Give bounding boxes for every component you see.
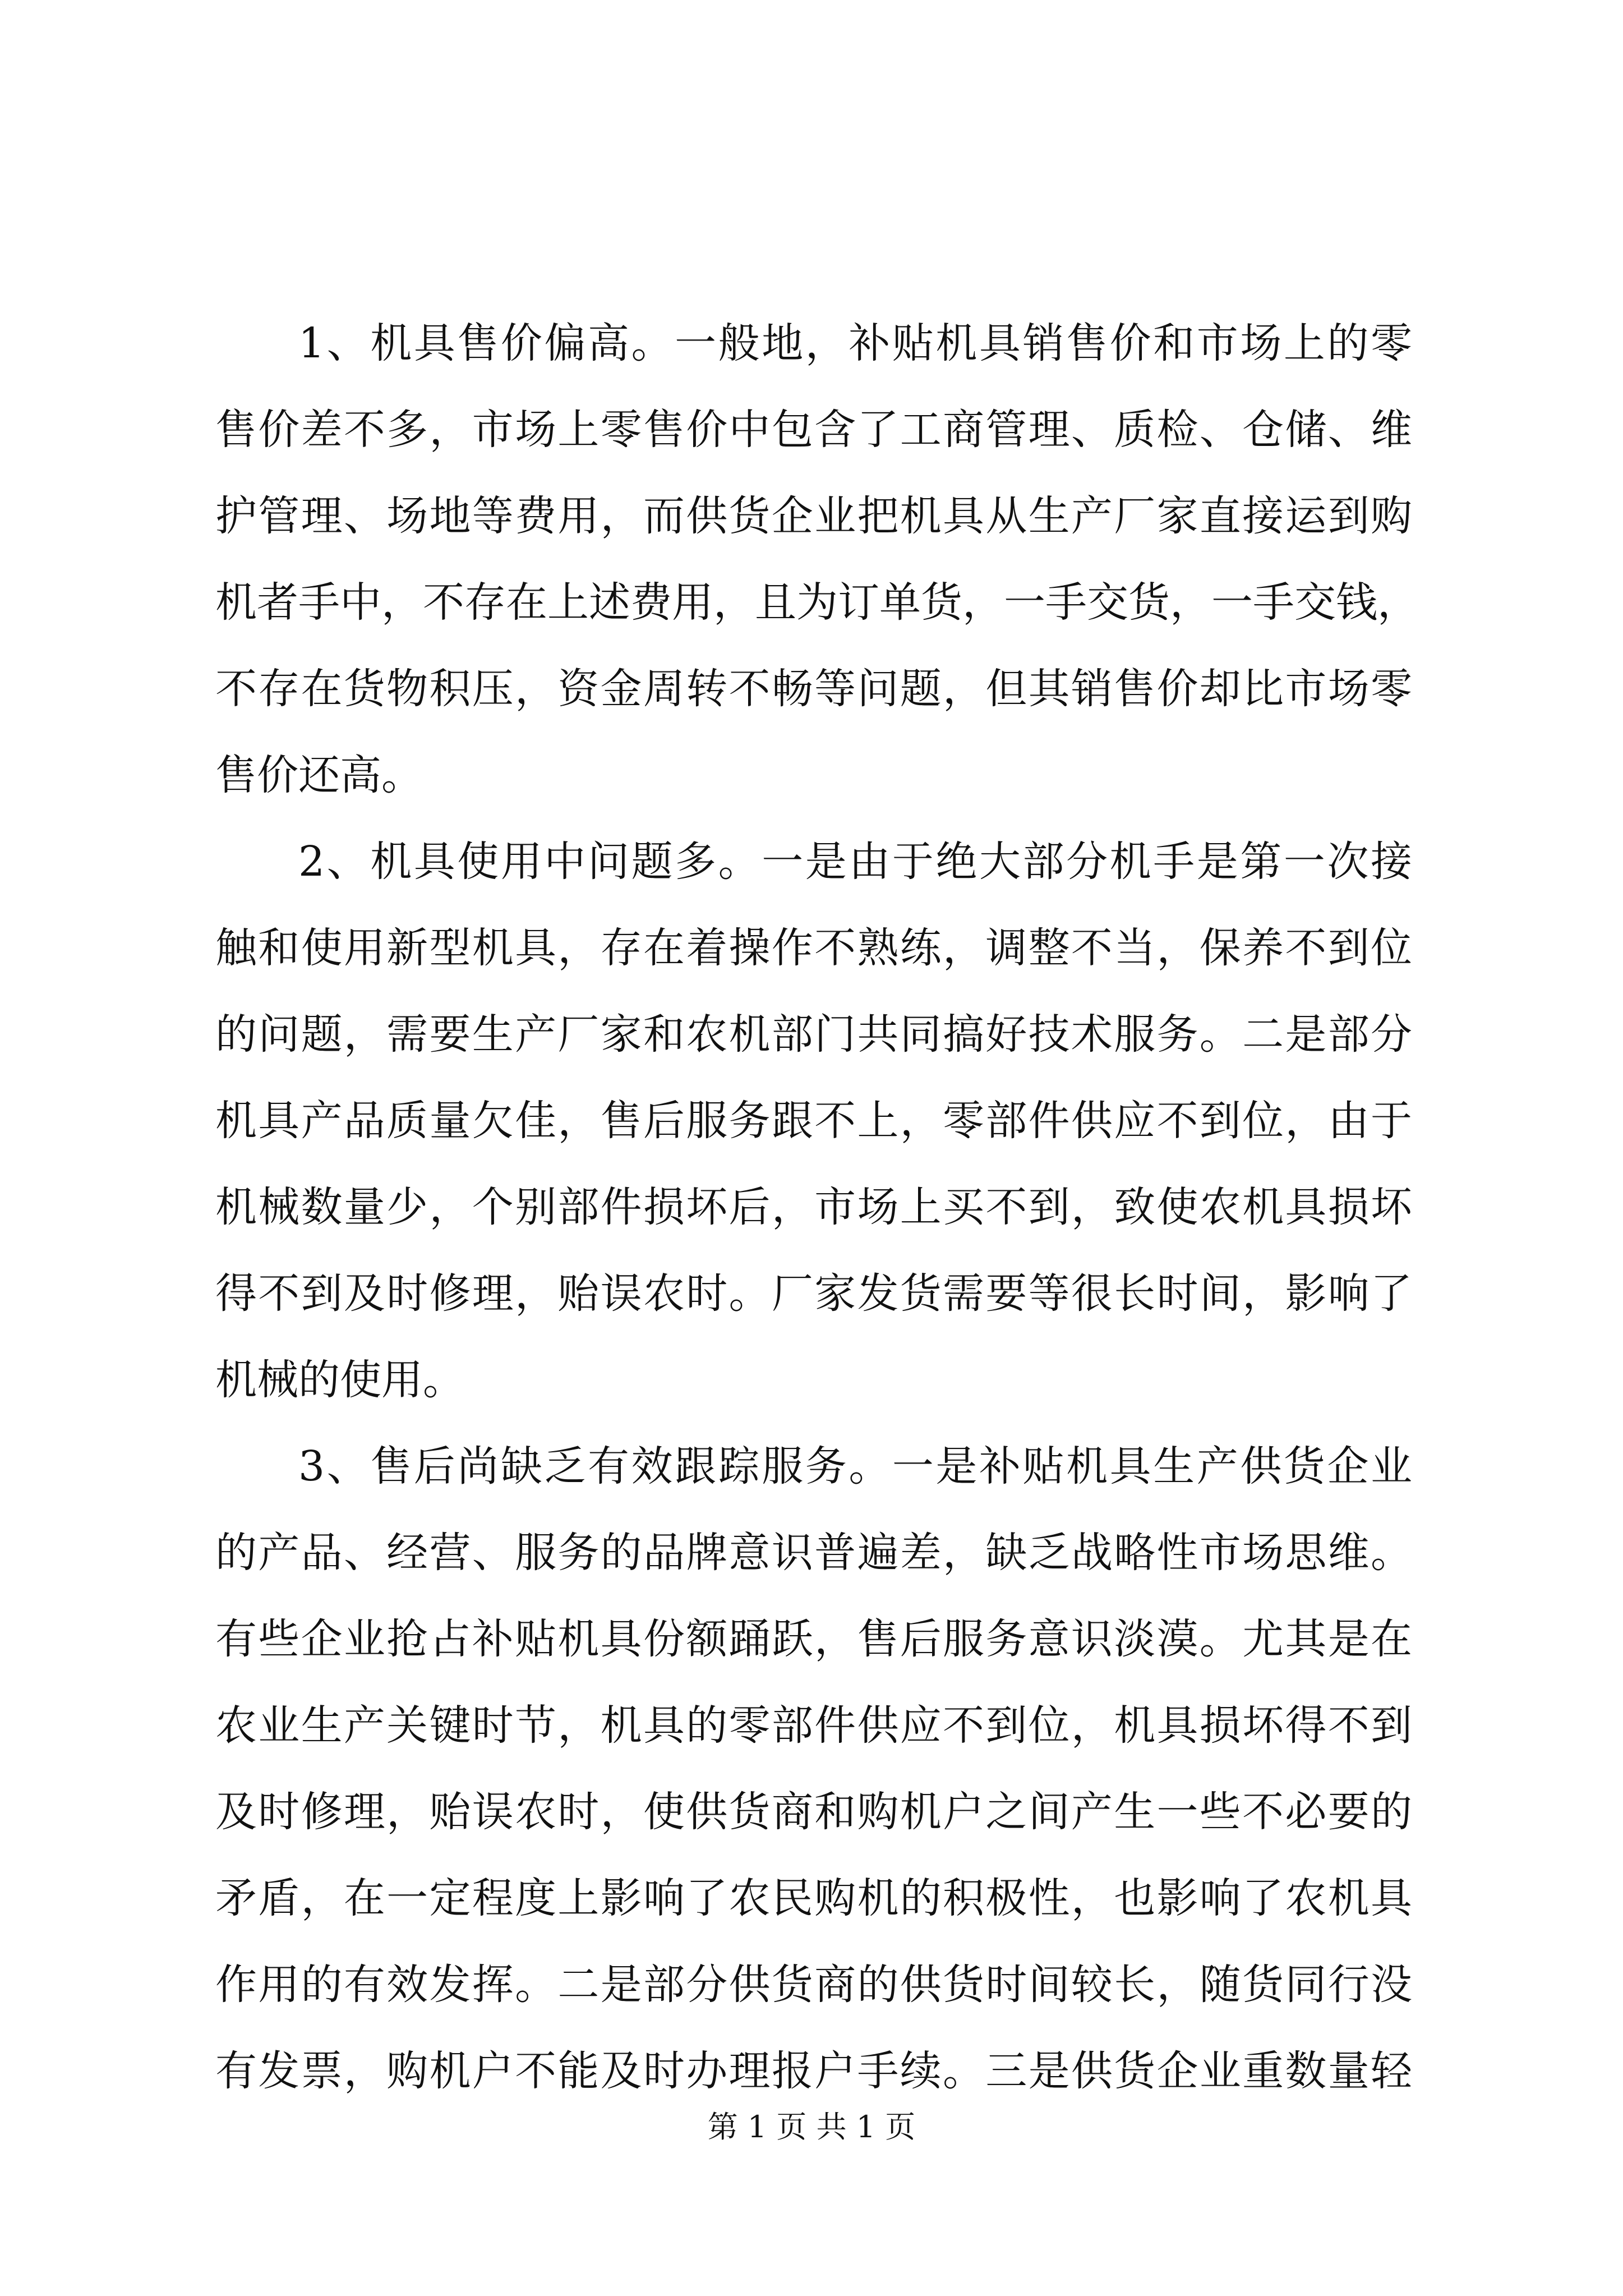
- paragraph-3-line-6: 矛盾，在一定程度上影响了农民购机的积极性，也影响了农机具: [215, 1874, 1412, 1922]
- paragraph-3-line-7: 作用的有效发挥。二是部分供货商的供货时间较长，随货同行没: [215, 1961, 1412, 2009]
- paragraph-3-line-1: 3、售后尚缺乏有效跟踪服务。一是补贴机具生产供货企业: [298, 1442, 1412, 1490]
- paragraph-2-line-7: 机械的使用。: [215, 1356, 464, 1404]
- paragraph-3-line-2: 的产品、经营、服务的品牌意识普遍差，缺乏战略性市场思维。: [215, 1529, 1412, 1577]
- paragraph-3-line-3: 有些企业抢占补贴机具份额踊跃，售后服务意识淡漠。尤其是在: [215, 1615, 1412, 1663]
- paragraph-2-line-1: 2、机具使用中问题多。一是由于绝大部分机手是第一次接: [298, 838, 1412, 886]
- paragraph-3-line-4: 农业生产关键时节，机具的零部件供应不到位，机具损坏得不到: [215, 1701, 1412, 1750]
- paragraph-1-line-3: 护管理、场地等费用，而供货企业把机具从生产厂家直接运到购: [215, 492, 1412, 540]
- body-text: [215, 300, 1419, 2114]
- paragraph-3-line-8: 有发票，购机户不能及时办理报户手续。三是供货企业重数量轻: [215, 2047, 1412, 2095]
- paragraph-1-line-6: 售价还高。: [215, 751, 423, 799]
- page-footer: [0, 2105, 1623, 2150]
- paragraph-2-line-6: 得不到及时修理，贻误农时。厂家发货需要等很长时间，影响了: [215, 1269, 1412, 1318]
- page-number-label: 第 1 页 共 1 页: [707, 2109, 916, 2145]
- paragraph-1-line-4: 机者手中，不存在上述费用，且为订单货，一手交货，一手交钱，: [215, 578, 1419, 627]
- paragraph-2-line-4: 机具产品质量欠佳，售后服务跟不上，零部件供应不到位，由于: [215, 1097, 1412, 1145]
- paragraph-1-line-2: 售价差不多，市场上零售价中包含了工商管理、质检、仓储、维: [215, 406, 1412, 454]
- paragraph-2-line-3: 的问题，需要生产厂家和农机部门共同搞好技术服务。二是部分: [215, 1010, 1412, 1059]
- paragraph-1-line-5: 不存在货物积压，资金周转不畅等问题，但其销售价却比市场零: [215, 665, 1412, 713]
- paragraph-2-line-2: 触和使用新型机具，存在着操作不熟练，调整不当，保养不到位: [215, 924, 1412, 972]
- paragraph-3-line-5: 及时修理，贻误农时，使供货商和购机户之间产生一些不必要的: [215, 1788, 1412, 1836]
- paragraph-2-line-5: 机械数量少，个别部件损坏后，市场上买不到，致使农机具损坏: [215, 1183, 1412, 1231]
- paragraph-1-line-1: 1、机具售价偏高。一般地，补贴机具销售价和市场上的零: [298, 319, 1412, 367]
